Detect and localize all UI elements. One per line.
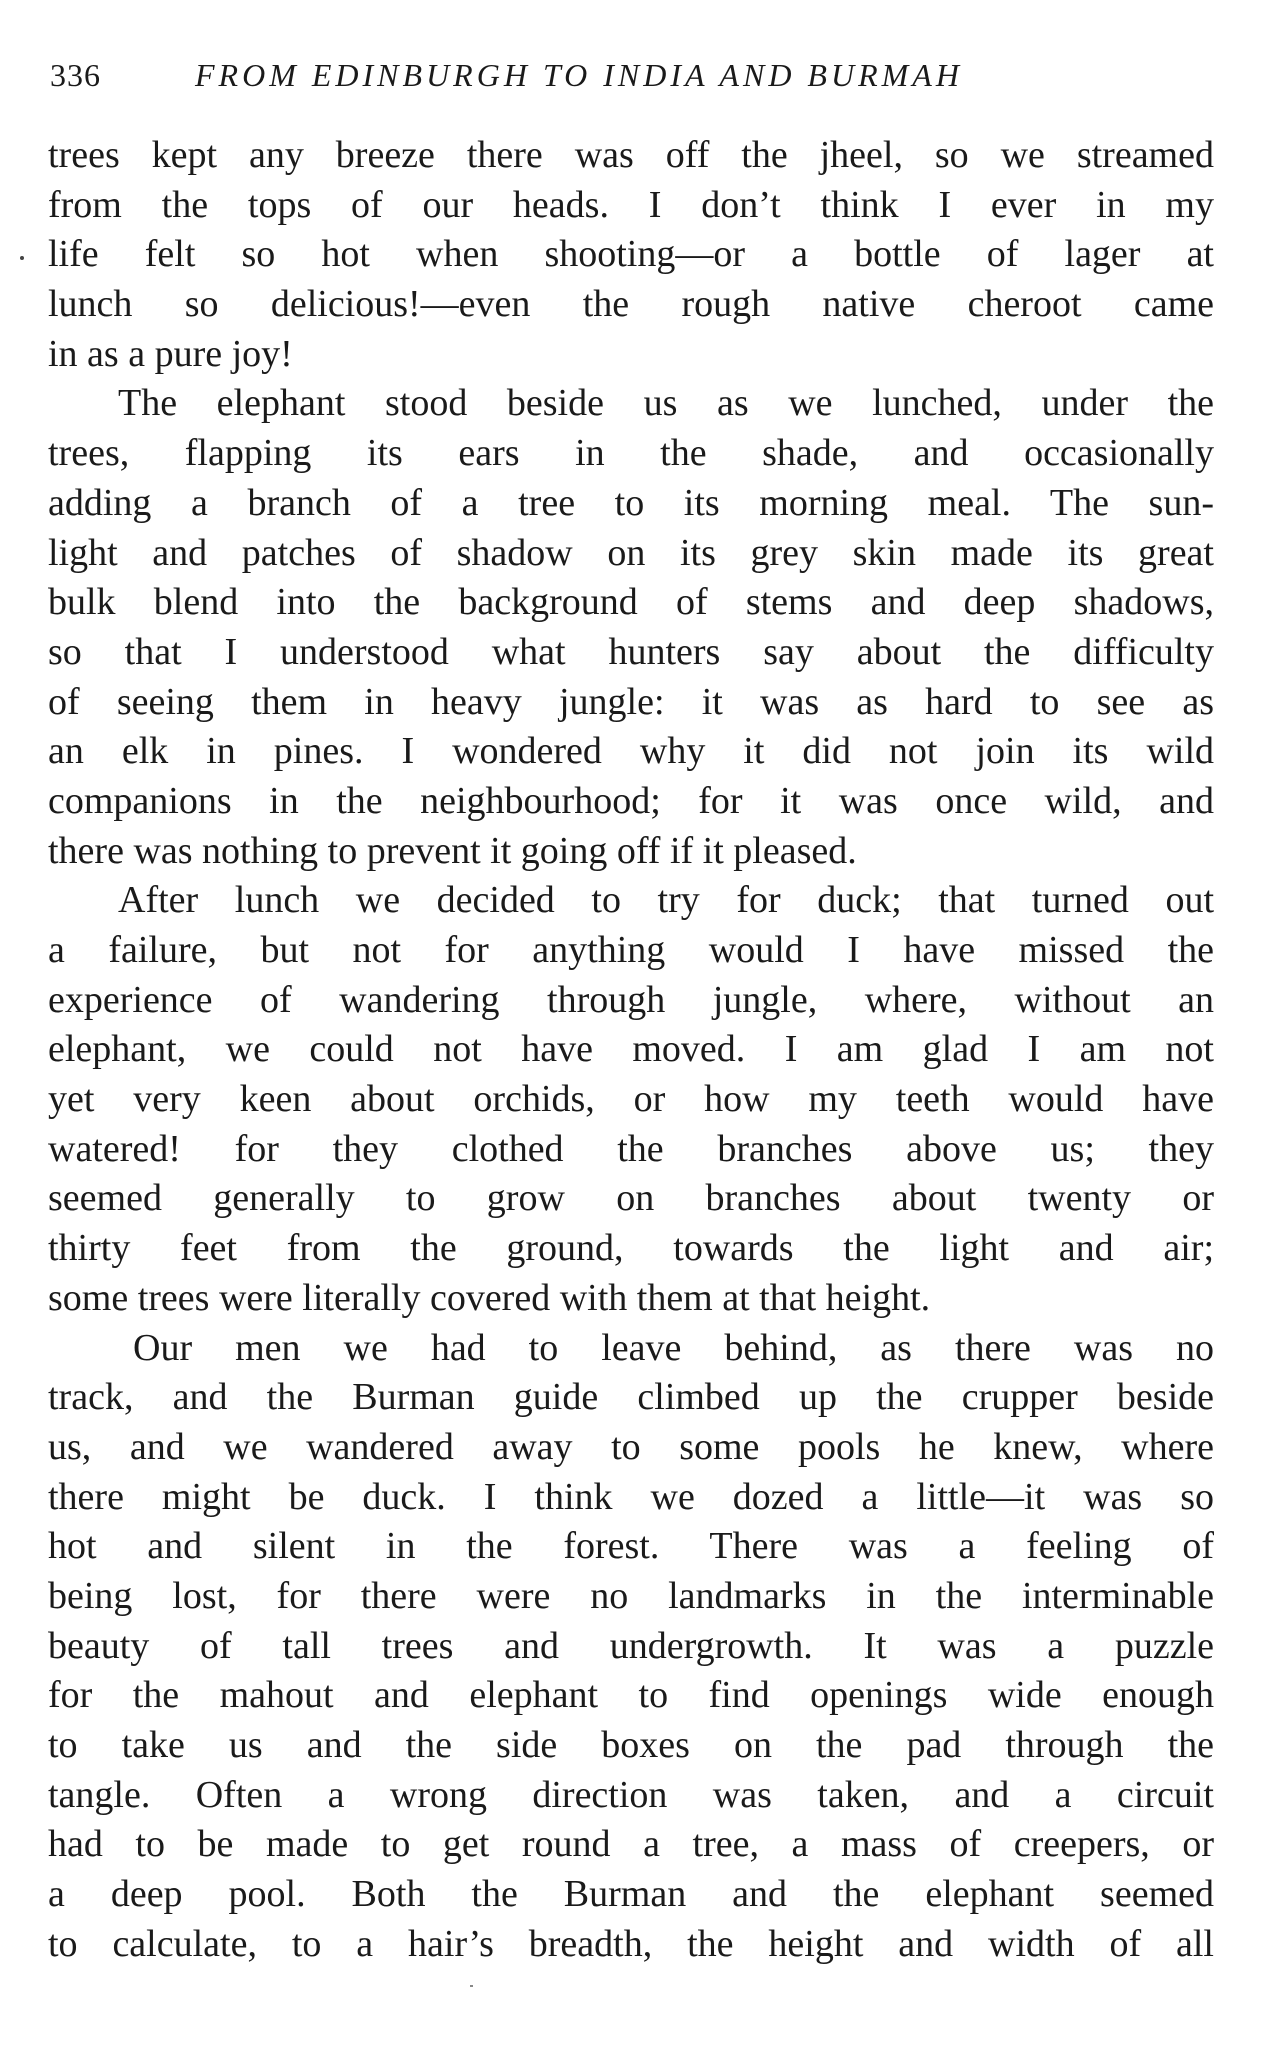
body-text xyxy=(48,131,1214,1969)
text-line: track, and the Burman guide climbed up the crupper beside xyxy=(48,1376,1214,1419)
book-title: FROM EDINBURGH TO INDIA AND BURMAH xyxy=(195,57,963,93)
text-line: a deep pool. Both the Burman and the elephant seemed xyxy=(48,1873,1214,1916)
text-line: thirty feet from the ground, towards the light and air; xyxy=(48,1227,1214,1270)
text-line: of seeing them in heavy jungle: it was as hard to see as xyxy=(48,680,1214,723)
page-speck xyxy=(470,1985,473,1987)
text-line: seemed generally to grow on branches about twenty or xyxy=(48,1177,1214,1220)
text-line: life felt so hot when shooting—or a bottle of lager at xyxy=(48,233,1214,276)
text-line: lunch so delicious!—even the rough native cheroot came xyxy=(48,283,1214,326)
text-line: a failure, but not for anything would I have missed the xyxy=(48,929,1214,971)
text-line: elephant, we could not have moved. I am glad I am not xyxy=(48,1028,1214,1071)
text-line: some trees were literally covered with them at that height. xyxy=(48,1276,931,1319)
text-line: from the tops of our heads. I don’t think I ever in my xyxy=(48,183,1214,226)
text-line: for the mahout and elephant to find openings wide enough xyxy=(48,1674,1214,1717)
text-line: The elephant stood beside us as we lunched, under the xyxy=(118,382,1214,425)
text-line: hot and silent in the forest. There was a feeling of xyxy=(48,1525,1214,1568)
text-line: an elk in pines. I wondered why it did not join its wild xyxy=(48,730,1214,773)
text-line: companions in the neighbourhood; for it was once wild, and xyxy=(48,779,1214,822)
text-line: tangle. Often a wrong direction was taken, and a circuit xyxy=(48,1773,1214,1816)
text-line: bulk blend into the background of stems and deep shadows, xyxy=(48,581,1214,624)
text-line: being lost, for there were no landmarks in the interminable xyxy=(48,1574,1214,1617)
text-line: light and patches of shadow on its grey skin made its great xyxy=(48,531,1214,574)
text-line: there might be duck. I think we dozed a little—it was so xyxy=(48,1475,1214,1518)
text-line: experience of wandering through jungle, where, without an xyxy=(48,978,1214,1021)
text-line: to take us and the side boxes on the pad through the xyxy=(48,1724,1214,1766)
text-line: beauty of tall trees and undergrowth. It was a puzzle xyxy=(48,1624,1214,1667)
text-line: so that I understood what hunters say about the difficulty xyxy=(48,630,1214,673)
text-line: there was nothing to prevent it going off if it pleased. xyxy=(48,829,857,872)
text-line: watered! for they clothed the branches above us; they xyxy=(48,1127,1214,1170)
text-line: had to be made to get round a tree, a mass of creepers, or xyxy=(48,1823,1214,1866)
page-number: 336 xyxy=(50,57,101,93)
text-line: After lunch we decided to try for duck; that turned out xyxy=(118,879,1214,922)
text-line: yet very keen about orchids, or how my teeth would have xyxy=(48,1078,1214,1121)
text-line: in as a pure joy! xyxy=(48,332,293,375)
running-head xyxy=(50,50,1110,100)
text-line: us, and we wandered away to some pools he knew, where xyxy=(48,1425,1214,1468)
text-line: to calculate, to a hair’s breadth, the height and width of all xyxy=(48,1922,1214,1965)
margin-mark xyxy=(20,256,24,260)
text-line: Our men we had to leave behind, as there was no xyxy=(133,1326,1214,1369)
text-line: trees kept any breeze there was off the jheel, so we streamed xyxy=(48,134,1214,176)
text-line: adding a branch of a tree to its morning meal. The sun- xyxy=(48,481,1214,524)
text-line: trees, flapping its ears in the shade, and occasionally xyxy=(48,432,1214,475)
